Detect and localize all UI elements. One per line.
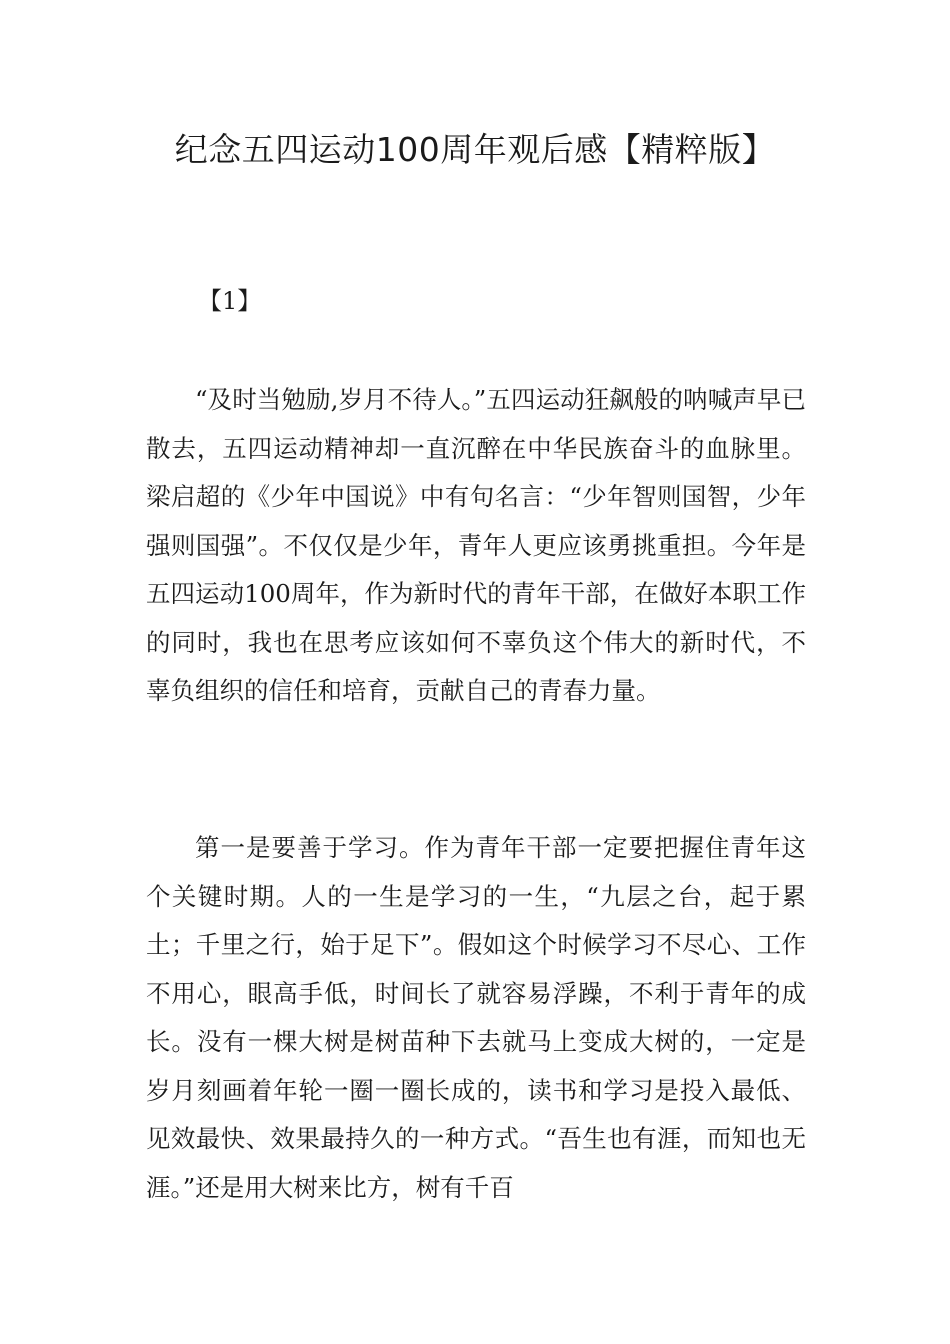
section-label: 【1】 [198,287,262,315]
document-title: 纪念五四运动100周年观后感【精粹版】 [174,130,776,169]
paragraph-2: 第一是要善于学习。作为青年干部一定要把握住青年这个关键时期。人的一生是学习的一生，“九层之台，起于累土；千里之行，始于足下”。假如这个时候学习不尽心、工作不用心，眼高手低，时间长了就容易浮躁，不利于青年的成长。没有一棵大树是树苗种下去就马上变成大树的，一定是岁月刻画着年轮一圈一圈长成的，读书和学习是投入最低、见效最快、效果最持久的一种方式。“吾生也有涯，而知也无涯。”还是用大树来比方，树有千百 [146,833,806,1202]
paragraph-1: “及时当勉励,岁月不待人。”五四运动狂飙般的呐喊声早已散去，五四运动精神却一直沉醉在中华民族奋斗的血脉里。梁启超的《少年中国说》中有句名言：“少年智则国智，少年强则国强”。不仅仅是少年，青年人更应该勇挑重担。今年是五四运动100周年，作为新时代的青年干部，在做好本职工作的同时，我也在思考应该如何不辜负这个伟大的新时代，不辜负组织的信任和培育，贡献自己的青春力量。 [146,385,806,705]
